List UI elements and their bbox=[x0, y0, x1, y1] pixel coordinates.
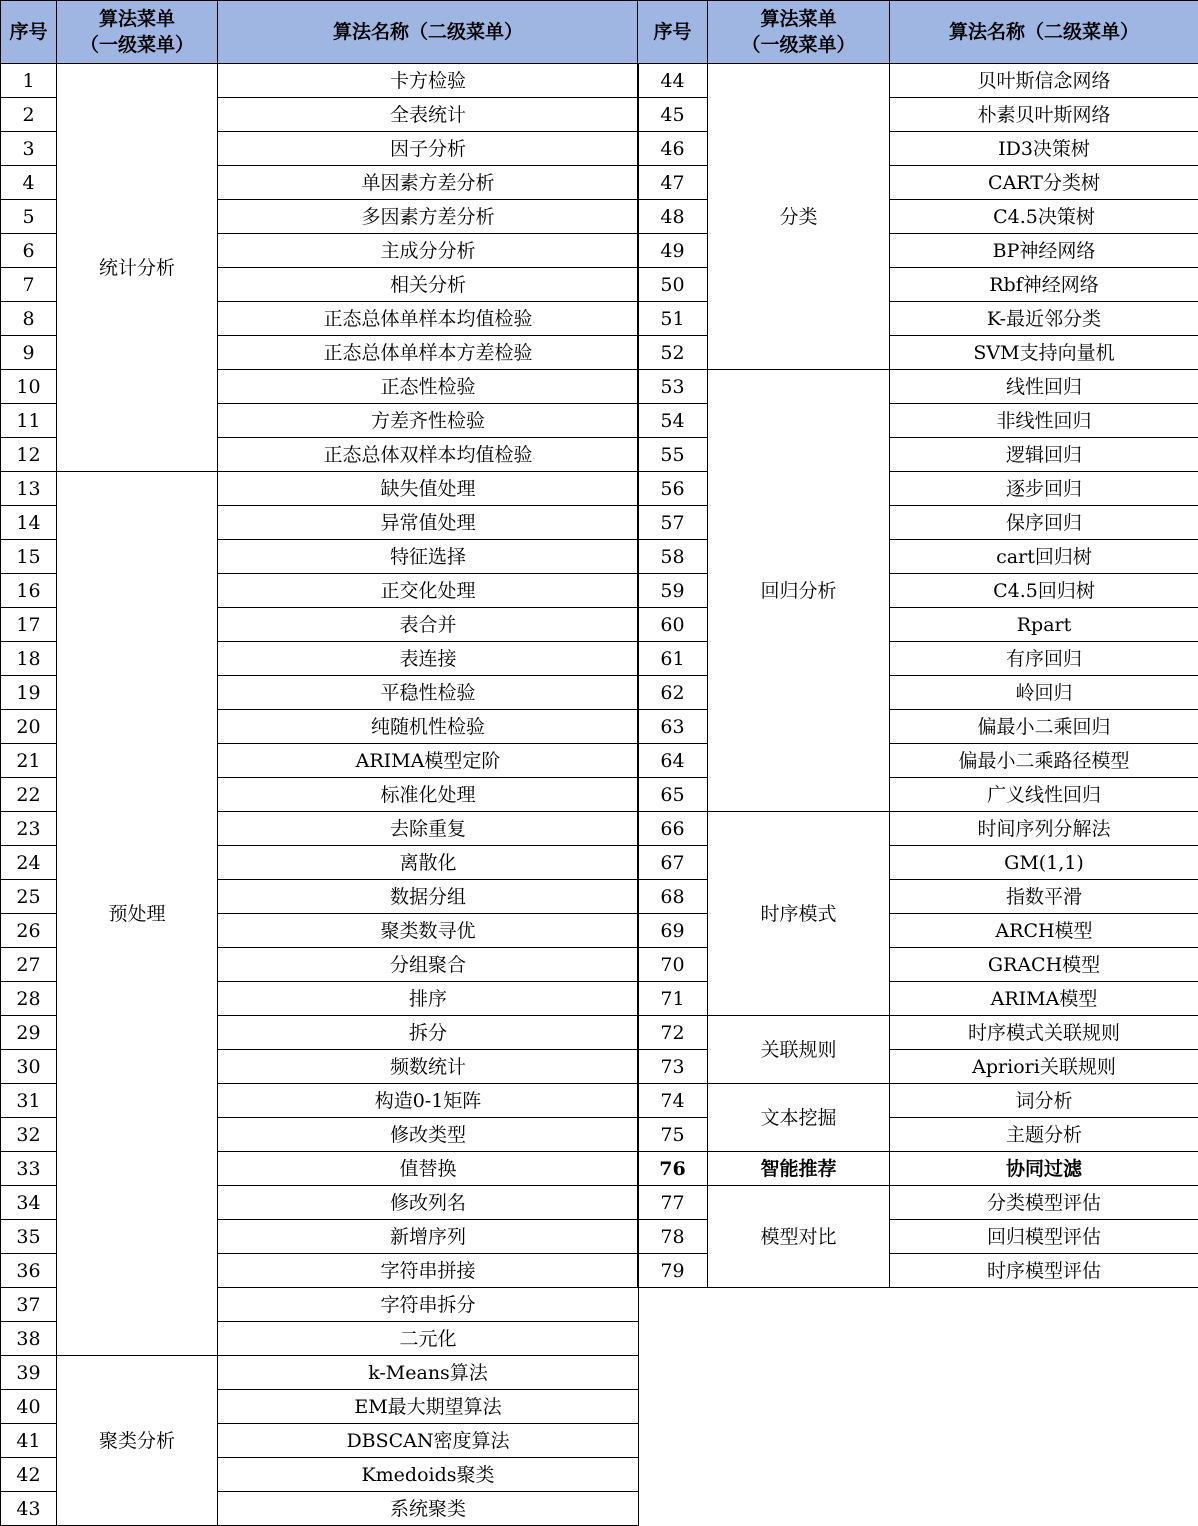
table-row bbox=[1, 1356, 639, 1390]
header-row bbox=[1, 1, 639, 64]
category-cell: 关联规则 bbox=[708, 1016, 890, 1084]
row-number: 60 bbox=[638, 608, 708, 642]
algorithm-name: 拆分 bbox=[218, 1016, 639, 1050]
algorithm-name: 词分析 bbox=[890, 1084, 1198, 1118]
row-number: 4 bbox=[1, 166, 57, 200]
algorithm-name: 多因素方差分析 bbox=[218, 200, 639, 234]
algorithm-name: 岭回归 bbox=[890, 676, 1198, 710]
row-number: 67 bbox=[638, 846, 708, 880]
algorithm-name: SVM支持向量机 bbox=[890, 336, 1198, 370]
row-number: 33 bbox=[1, 1152, 57, 1186]
row-number: 21 bbox=[1, 744, 57, 778]
algorithm-name: 朴素贝叶斯网络 bbox=[890, 98, 1198, 132]
row-number: 77 bbox=[638, 1186, 708, 1220]
algorithm-name: 方差齐性检验 bbox=[218, 404, 639, 438]
algorithm-name: 分组聚合 bbox=[218, 948, 639, 982]
algorithm-name: C4.5决策树 bbox=[890, 200, 1198, 234]
table-row bbox=[638, 1016, 1198, 1050]
row-number: 27 bbox=[1, 948, 57, 982]
algorithm-name: EM最大期望算法 bbox=[218, 1390, 639, 1424]
row-number: 66 bbox=[638, 812, 708, 846]
algorithm-name: 修改列名 bbox=[218, 1186, 639, 1220]
table-body-right bbox=[638, 64, 1198, 1288]
algorithm-name: 正态总体单样本均值检验 bbox=[218, 302, 639, 336]
row-number: 44 bbox=[638, 64, 708, 98]
row-number: 8 bbox=[1, 302, 57, 336]
algorithm-name: 排序 bbox=[218, 982, 639, 1016]
algorithm-name: DBSCAN密度算法 bbox=[218, 1424, 639, 1458]
algorithm-name: 平稳性检验 bbox=[218, 676, 639, 710]
row-number: 61 bbox=[638, 642, 708, 676]
algorithm-name: 主成分分析 bbox=[218, 234, 639, 268]
algorithm-name: 正交化处理 bbox=[218, 574, 639, 608]
header-seq: 序号 bbox=[638, 1, 708, 64]
table-row bbox=[638, 1186, 1198, 1220]
algorithm-name: 保序回归 bbox=[890, 506, 1198, 540]
row-number: 64 bbox=[638, 744, 708, 778]
row-number: 76 bbox=[638, 1152, 708, 1186]
category-cell: 预处理 bbox=[57, 472, 218, 1356]
algorithm-name: Kmedoids聚类 bbox=[218, 1458, 639, 1492]
row-number: 70 bbox=[638, 948, 708, 982]
header-menu1-line2: （一级菜单） bbox=[79, 34, 194, 56]
row-number: 51 bbox=[638, 302, 708, 336]
algorithm-name: 偏最小二乘回归 bbox=[890, 710, 1198, 744]
algorithm-name: GM(1,1) bbox=[890, 846, 1198, 880]
row-number: 57 bbox=[638, 506, 708, 540]
category-cell: 文本挖掘 bbox=[708, 1084, 890, 1152]
algorithm-name: 逐步回归 bbox=[890, 472, 1198, 506]
algorithm-name: 去除重复 bbox=[218, 812, 639, 846]
row-number: 20 bbox=[1, 710, 57, 744]
row-number: 5 bbox=[1, 200, 57, 234]
algorithm-name: 非线性回归 bbox=[890, 404, 1198, 438]
row-number: 35 bbox=[1, 1220, 57, 1254]
algorithm-name: 时间序列分解法 bbox=[890, 812, 1198, 846]
row-number: 2 bbox=[1, 98, 57, 132]
algorithm-name: 分类模型评估 bbox=[890, 1186, 1198, 1220]
algorithm-name: ARIMA模型定阶 bbox=[218, 744, 639, 778]
row-number: 45 bbox=[638, 98, 708, 132]
category-cell: 模型对比 bbox=[708, 1186, 890, 1288]
header-menu1-line1: 算法菜单 bbox=[760, 8, 837, 30]
header-menu1 bbox=[57, 1, 218, 64]
row-number: 29 bbox=[1, 1016, 57, 1050]
algorithm-name: 逻辑回归 bbox=[890, 438, 1198, 472]
category-cell: 分类 bbox=[708, 64, 890, 370]
algorithm-name: 修改类型 bbox=[218, 1118, 639, 1152]
row-number: 36 bbox=[1, 1254, 57, 1288]
algorithm-name: 聚类数寻优 bbox=[218, 914, 639, 948]
algorithm-name: Apriori关联规则 bbox=[890, 1050, 1198, 1084]
row-number: 40 bbox=[1, 1390, 57, 1424]
row-number: 42 bbox=[1, 1458, 57, 1492]
algorithm-name: GRACH模型 bbox=[890, 948, 1198, 982]
algorithm-name: 回归模型评估 bbox=[890, 1220, 1198, 1254]
row-number: 49 bbox=[638, 234, 708, 268]
algorithm-name: 偏最小二乘路径模型 bbox=[890, 744, 1198, 778]
table-row bbox=[1, 64, 639, 98]
row-number: 37 bbox=[1, 1288, 57, 1322]
row-number: 12 bbox=[1, 438, 57, 472]
row-number: 32 bbox=[1, 1118, 57, 1152]
row-number: 47 bbox=[638, 166, 708, 200]
row-number: 50 bbox=[638, 268, 708, 302]
row-number: 11 bbox=[1, 404, 57, 438]
row-number: 52 bbox=[638, 336, 708, 370]
row-number: 30 bbox=[1, 1050, 57, 1084]
row-number: 56 bbox=[638, 472, 708, 506]
header-row bbox=[638, 1, 1198, 64]
algorithm-name: BP神经网络 bbox=[890, 234, 1198, 268]
algorithm-name: 表合并 bbox=[218, 608, 639, 642]
row-number: 39 bbox=[1, 1356, 57, 1390]
row-number: 6 bbox=[1, 234, 57, 268]
algorithm-name: 线性回归 bbox=[890, 370, 1198, 404]
algorithm-name: 单因素方差分析 bbox=[218, 166, 639, 200]
row-number: 26 bbox=[1, 914, 57, 948]
table-row bbox=[638, 1084, 1198, 1118]
row-number: 59 bbox=[638, 574, 708, 608]
row-number: 24 bbox=[1, 846, 57, 880]
algorithm-name: cart回归树 bbox=[890, 540, 1198, 574]
algorithm-name: 特征选择 bbox=[218, 540, 639, 574]
row-number: 13 bbox=[1, 472, 57, 506]
row-number: 48 bbox=[638, 200, 708, 234]
row-number: 65 bbox=[638, 778, 708, 812]
algorithm-name: ARCH模型 bbox=[890, 914, 1198, 948]
row-number: 9 bbox=[1, 336, 57, 370]
row-number: 41 bbox=[1, 1424, 57, 1458]
algorithm-name: 卡方检验 bbox=[218, 64, 639, 98]
algorithm-name: CART分类树 bbox=[890, 166, 1198, 200]
row-number: 63 bbox=[638, 710, 708, 744]
algorithm-name: 贝叶斯信念网络 bbox=[890, 64, 1198, 98]
category-cell: 时序模式 bbox=[708, 812, 890, 1016]
row-number: 74 bbox=[638, 1084, 708, 1118]
table-row bbox=[1, 472, 639, 506]
algorithm-name: 主题分析 bbox=[890, 1118, 1198, 1152]
algorithm-name: 离散化 bbox=[218, 846, 639, 880]
algorithm-name: 因子分析 bbox=[218, 132, 639, 166]
algorithm-name: Rbf神经网络 bbox=[890, 268, 1198, 302]
algorithm-name: 广义线性回归 bbox=[890, 778, 1198, 812]
algorithm-name: 正态总体双样本均值检验 bbox=[218, 438, 639, 472]
algorithm-name: 时序模型评估 bbox=[890, 1254, 1198, 1288]
category-cell: 回归分析 bbox=[708, 370, 890, 812]
algorithm-name: C4.5回归树 bbox=[890, 574, 1198, 608]
table-row bbox=[638, 1152, 1198, 1186]
algorithm-name: 纯随机性检验 bbox=[218, 710, 639, 744]
algorithm-name: 缺失值处理 bbox=[218, 472, 639, 506]
algorithm-name: 值替换 bbox=[218, 1152, 639, 1186]
algorithm-name: 正态性检验 bbox=[218, 370, 639, 404]
algorithm-name: 数据分组 bbox=[218, 880, 639, 914]
row-number: 79 bbox=[638, 1254, 708, 1288]
row-number: 73 bbox=[638, 1050, 708, 1084]
algorithm-name: 时序模式关联规则 bbox=[890, 1016, 1198, 1050]
row-number: 7 bbox=[1, 268, 57, 302]
algorithm-name: 全表统计 bbox=[218, 98, 639, 132]
algorithm-name: 字符串拆分 bbox=[218, 1288, 639, 1322]
row-number: 62 bbox=[638, 676, 708, 710]
table-row bbox=[638, 64, 1198, 98]
algorithm-name: 频数统计 bbox=[218, 1050, 639, 1084]
algorithm-name: 表连接 bbox=[218, 642, 639, 676]
algorithm-name: 有序回归 bbox=[890, 642, 1198, 676]
algorithm-name: 协同过滤 bbox=[890, 1152, 1198, 1186]
row-number: 43 bbox=[1, 1492, 57, 1526]
row-number: 16 bbox=[1, 574, 57, 608]
category-cell: 聚类分析 bbox=[57, 1356, 218, 1526]
row-number: 71 bbox=[638, 982, 708, 1016]
algorithm-name: 新增序列 bbox=[218, 1220, 639, 1254]
row-number: 17 bbox=[1, 608, 57, 642]
row-number: 14 bbox=[1, 506, 57, 540]
row-number: 19 bbox=[1, 676, 57, 710]
row-number: 10 bbox=[1, 370, 57, 404]
row-number: 68 bbox=[638, 880, 708, 914]
algorithm-name: 指数平滑 bbox=[890, 880, 1198, 914]
algorithm-name: 构造0-1矩阵 bbox=[218, 1084, 639, 1118]
row-number: 75 bbox=[638, 1118, 708, 1152]
row-number: 23 bbox=[1, 812, 57, 846]
row-number: 25 bbox=[1, 880, 57, 914]
header-menu1 bbox=[708, 1, 890, 64]
algorithm-name: ARIMA模型 bbox=[890, 982, 1198, 1016]
algorithm-name: Rpart bbox=[890, 608, 1198, 642]
algorithm-name: 字符串拼接 bbox=[218, 1254, 639, 1288]
row-number: 53 bbox=[638, 370, 708, 404]
algorithm-table-right bbox=[637, 0, 1198, 1288]
row-number: 3 bbox=[1, 132, 57, 166]
row-number: 1 bbox=[1, 64, 57, 98]
algorithm-name: 系统聚类 bbox=[218, 1492, 639, 1526]
header-menu2: 算法名称（二级菜单） bbox=[218, 1, 639, 64]
row-number: 22 bbox=[1, 778, 57, 812]
table-row bbox=[638, 812, 1198, 846]
row-number: 69 bbox=[638, 914, 708, 948]
row-number: 38 bbox=[1, 1322, 57, 1356]
algorithm-name: 正态总体单样本方差检验 bbox=[218, 336, 639, 370]
algorithm-name: 二元化 bbox=[218, 1322, 639, 1356]
row-number: 28 bbox=[1, 982, 57, 1016]
row-number: 55 bbox=[638, 438, 708, 472]
algorithm-name: 相关分析 bbox=[218, 268, 639, 302]
category-cell: 智能推荐 bbox=[708, 1152, 890, 1186]
row-number: 58 bbox=[638, 540, 708, 574]
algorithm-name: 异常值处理 bbox=[218, 506, 639, 540]
algorithm-name: 标准化处理 bbox=[218, 778, 639, 812]
algorithm-name: k-Means算法 bbox=[218, 1356, 639, 1390]
row-number: 34 bbox=[1, 1186, 57, 1220]
algorithm-name: K-最近邻分类 bbox=[890, 302, 1198, 336]
row-number: 31 bbox=[1, 1084, 57, 1118]
header-menu1-line2: （一级菜单） bbox=[741, 34, 856, 56]
row-number: 54 bbox=[638, 404, 708, 438]
table-body-left bbox=[1, 64, 639, 1526]
algorithm-name: ID3决策树 bbox=[890, 132, 1198, 166]
row-number: 18 bbox=[1, 642, 57, 676]
table-row bbox=[638, 370, 1198, 404]
row-number: 46 bbox=[638, 132, 708, 166]
row-number: 15 bbox=[1, 540, 57, 574]
row-number: 72 bbox=[638, 1016, 708, 1050]
category-cell: 统计分析 bbox=[57, 64, 218, 472]
header-menu1-line1: 算法菜单 bbox=[98, 8, 175, 30]
header-seq: 序号 bbox=[1, 1, 57, 64]
header-menu2: 算法名称（二级菜单） bbox=[890, 1, 1198, 64]
row-number: 78 bbox=[638, 1220, 708, 1254]
